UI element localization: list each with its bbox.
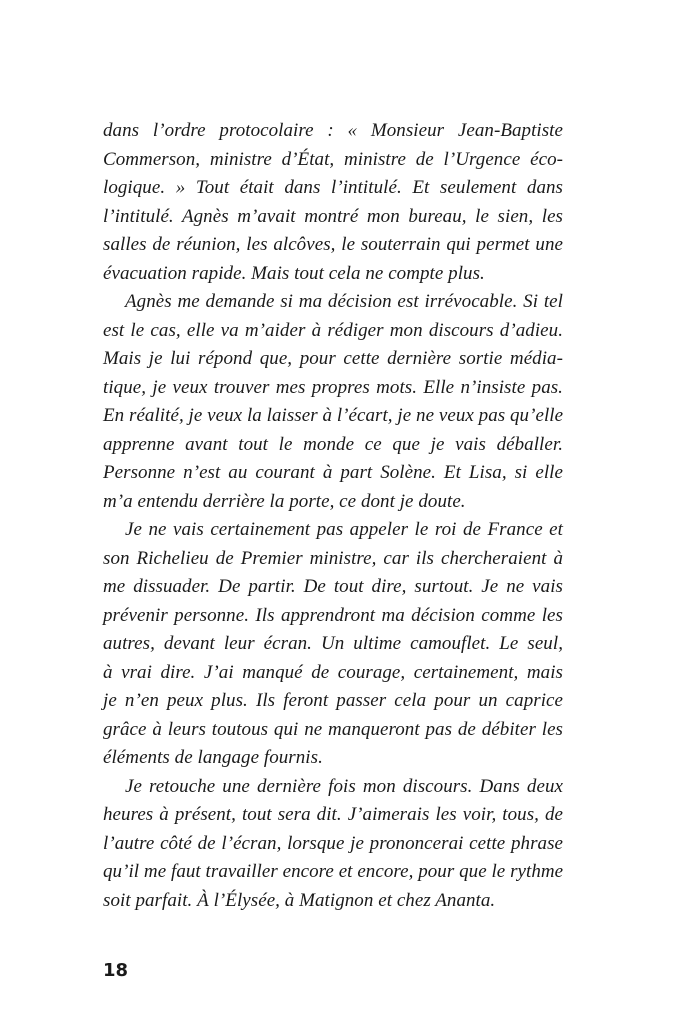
text-line: soit parfait. À l’Élysée, à Matignon et chez Ananta. — [103, 889, 496, 911]
text-line: est le cas, elle va m’aider à rédiger mon discours d’adieu. — [103, 319, 563, 341]
text-line: En réalité, je veux la laisser à l’écart, je ne veux pas qu’elle — [103, 405, 564, 426]
text-line: Commerson, ministre d’État, ministre de l’Urgence éco- — [103, 148, 563, 170]
text-line: Je ne vais certainement pas appeler le roi de France et — [125, 519, 563, 540]
text-line: prévenir personne. Ils apprendront ma décision comme les — [103, 604, 563, 626]
text-line: à vrai dire. J’ai manqué de courage, certainement, mais — [103, 661, 563, 683]
page-number: 18 — [103, 960, 129, 981]
text-line: logique. » Tout était dans l’intitulé. Et seulement dans — [103, 177, 563, 198]
text-line: me dissuader. De partir. De tout dire, surtout. Je ne vais — [103, 576, 563, 597]
text-line: Agnès me demande si ma décision est irrévocable. Si tel — [125, 291, 563, 312]
text-line: Je retouche une dernière fois mon discours. Dans deux — [125, 775, 563, 797]
text-line: je n’en peux plus. Ils feront passer cela pour un caprice — [103, 690, 563, 711]
text-line: dans l’ordre protocolaire : « Monsieur Jean-Baptiste — [103, 120, 563, 141]
text-line: qu’il me faut travailler encore et encore, pour que le rythme — [103, 861, 564, 882]
text-line: Mais je lui répond que, pour cette dernière sortie média- — [103, 348, 563, 369]
text-line: Personne n’est au courant à part Solène. Et Lisa, si elle — [103, 462, 563, 483]
text-line: grâce à leurs toutous qui ne manqueront pas de débiter les — [103, 718, 563, 740]
text-line: évacuation rapide. Mais tout cela ne compte plus. — [103, 262, 485, 284]
text-line: son Richelieu de Premier ministre, car ils chercheraient à — [103, 547, 563, 569]
text-line: l’autre côté de l’écran, lorsque je prononcerai cette phrase — [103, 832, 563, 854]
text-line: heures à présent, tout sera dit. J’aimerais les voir, tous, de — [103, 804, 563, 825]
text-line: l’intitulé. Agnès m’avait montré mon bureau, le sien, les — [103, 205, 563, 227]
text-line: tique, je veux trouver mes propres mots. Elle n’insiste pas. — [103, 376, 563, 398]
body-text — [103, 117, 563, 915]
text-line: m’a entendu derrière la porte, ce dont je doute. — [103, 490, 466, 512]
text-line: éléments de langage fournis. — [103, 747, 323, 768]
text-line: apprenne avant tout le monde ce que je vais déballer. — [103, 433, 563, 455]
text-line: salles de réunion, les alcôves, le souterrain qui permet une — [103, 234, 563, 255]
text-line: autres, devant leur écran. Un ultime camouflet. Le seul, — [103, 633, 563, 654]
